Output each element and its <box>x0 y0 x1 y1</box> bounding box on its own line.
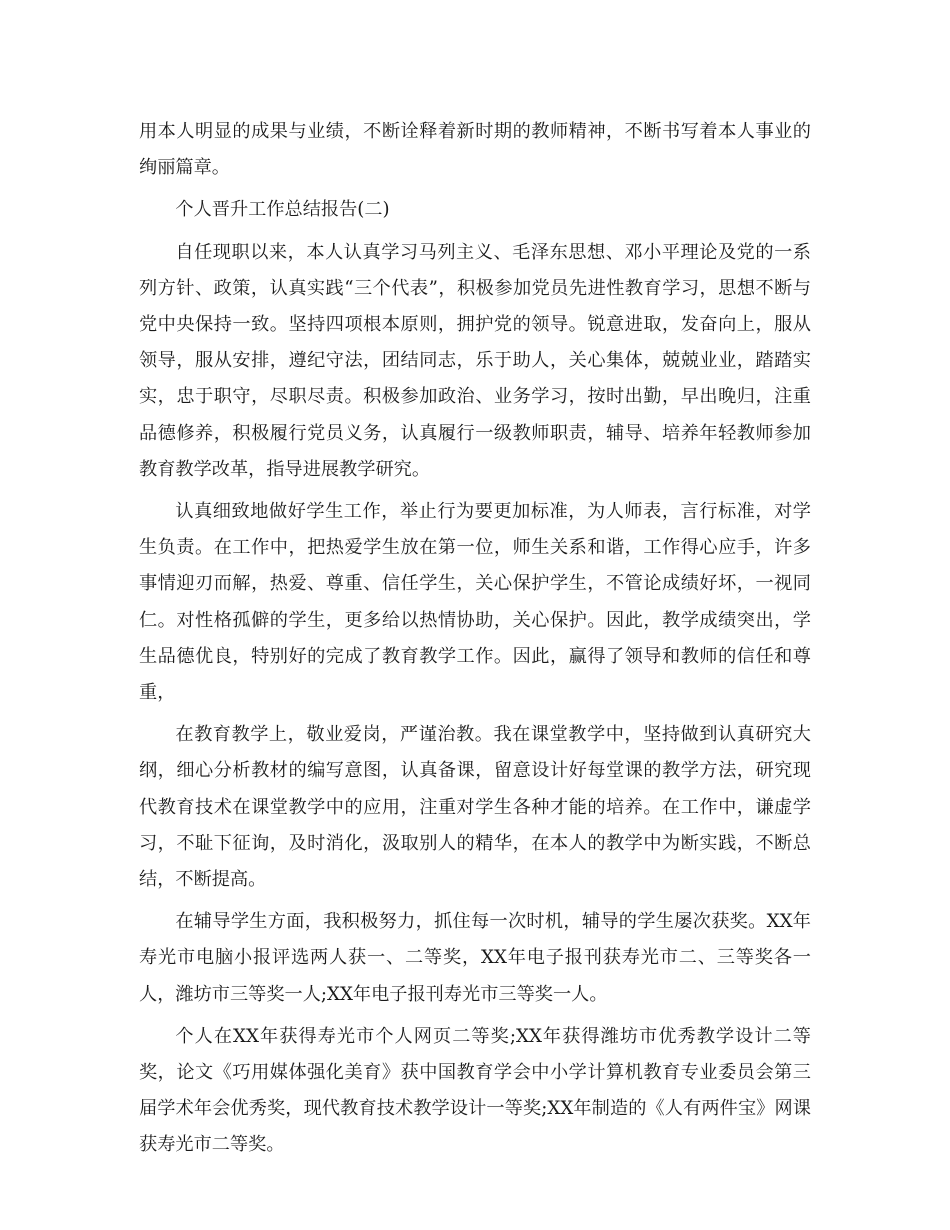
section-title: 个人晋升工作总结报告(二) <box>175 199 390 221</box>
document-body <box>139 114 811 1170</box>
paragraph-teaching: 在教育教学上，敬业爱岗，严谨治教。我在课堂教学中，坚持做到认真研究大纲，细心分析教材的编写意图，认真备课，留意设计好每堂课的教学方法，研究现代教育技术在课堂教学中的应用，注重对学生各种才能的培养。在工作中，谦虚学习，不耻下征询，及时消化，汲取别人的精华，在本人的教学中为断实践，不断总结，不断提高。 <box>139 724 811 891</box>
paragraph-continuation: 用本人明显的成果与业绩，不断诠释着新时期的教师精神，不断书写着本人事业的绚丽篇章。 <box>139 121 811 179</box>
paragraph-political: 自任现职以来，本人认真学习马列主义、毛泽东思想、邓小平理论及党的一系列方针、政策，认真实践“三个代表”，积极参加党员先进性教育学习，思想不断与党中央保持一致。坚持四项根本原则，拥护党的领导。锐意进取，发奋向上，服从领导，服从安排，遵纪守法，团结同志，乐于助人，关心集体，兢兢业业，踏踏实实，忠于职守，尽职尽责。积极参加政治、业务学习，按时出勤，早出晚归，注重品德修养，积极履行党员义务，认真履行一级教师职责，辅导、培养年轻教师参加教育教学改革，指导进展教学研究。 <box>139 241 811 480</box>
paragraph-tutoring: 在辅导学生方面，我积极努力，抓住每一次时机，辅导的学生屡次获奖。XX年寿光市电脑小报评选两人获一、二等奖，XX年电子报刊获寿光市二、三等奖各一人，潍坊市三等奖一人;XX年电子报刊寿光市三等奖一人。 <box>139 911 811 1005</box>
paragraph-students: 认真细致地做好学生工作，举止行为要更加标准，为人师表，言行标准，对学生负责。在工作中，把热爱学生放在第一位，师生关系和谐，工作得心应手，许多事情迎刃而解，热爱、尊重、信任学生，关心保护学生，不管论成绩好坏，一视同仁。对性格孤僻的学生，更多给以热情协助，关心保护。因此，教学成绩突出，学生品德优良，特别好的完成了教育教学工作。因此，赢得了领导和教师的信任和尊重， <box>139 501 811 704</box>
paragraph-awards: 个人在XX年获得寿光市个人网页二等奖;XX年获得潍坊市优秀教学设计二等奖，论文《巧用媒体强化美育》获中国教育学会中小学计算机教育专业委员会第三届学术年会优秀奖，现代教育技术教学设计一等奖;XX年制造的《人有两件宝》网课获寿光市二等奖。 <box>139 1025 811 1156</box>
